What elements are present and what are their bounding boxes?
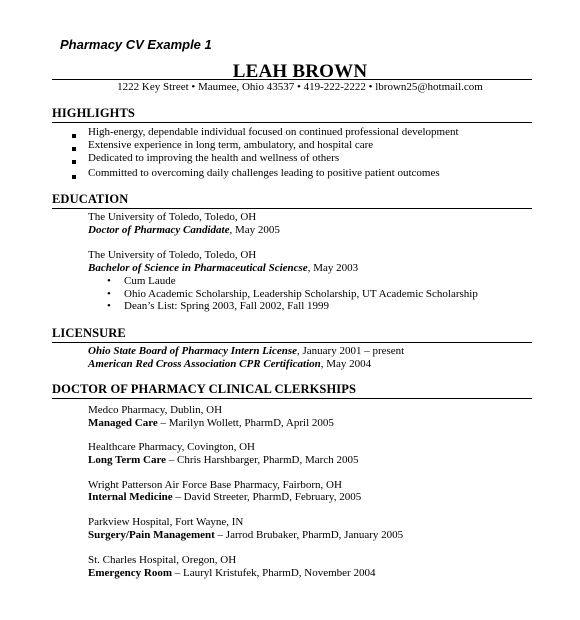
license-name: Ohio State Board of Pharmacy Intern License xyxy=(88,345,298,357)
clerkship-place: St. Charles Hospital, Oregon, OH xyxy=(88,554,237,566)
education-date: , May 2005 xyxy=(229,224,280,236)
honor-item: Cum Laude xyxy=(124,275,176,287)
bullet-square-icon xyxy=(72,143,76,153)
bullet-dot-icon: • xyxy=(107,275,111,287)
education-school: The University of Toledo, Toledo, OH xyxy=(88,249,257,261)
license-item xyxy=(88,358,371,370)
clerkship-place: Wright Patterson Air Force Base Pharmacy, Fairborn, OH xyxy=(88,479,342,491)
clerkship-line xyxy=(88,454,358,466)
education-degree-line xyxy=(88,262,358,274)
highlight-item: Extensive experience in long term, ambulatory, and hospital care xyxy=(88,139,374,151)
clerkship-detail: – Marilyn Wollett, PharmD, April 2005 xyxy=(157,417,334,429)
contact-line: 1222 Key Street • Maumee, Ohio 43537 • 419-222-2222 • lbrown25@hotmail.com xyxy=(117,81,483,93)
license-date: , May 2004 xyxy=(320,358,372,370)
clerkship-detail: – Chris Harshbarger, PharmD, March 2005 xyxy=(166,454,359,466)
education-degree-line xyxy=(88,224,280,236)
section-title-licensure: LICENSURE xyxy=(52,326,126,340)
education-school: The University of Toledo, Toledo, OH xyxy=(88,211,257,223)
license-date: , January 2001 – present xyxy=(297,345,405,357)
section-title-education: EDUCATION xyxy=(52,192,129,206)
honor-item: Ohio Academic Scholarship, Leadership Scholarship, UT Academic Scholarship xyxy=(124,288,478,300)
clerkship-place: Medco Pharmacy, Dublin, OH xyxy=(88,404,223,416)
section-rule xyxy=(52,342,532,343)
clerkship-place: Parkview Hospital, Fort Wayne, IN xyxy=(88,516,244,528)
clerkship-rotation: Managed Care xyxy=(88,417,158,429)
section-title-clerkships: DOCTOR OF PHARMACY CLINICAL CLERKSHIPS xyxy=(52,382,357,396)
clerkship-line xyxy=(88,491,361,503)
section-rule xyxy=(52,398,532,399)
clerkship-line xyxy=(88,529,403,541)
education-degree: Bachelor of Science in Pharmaceutical Sciencse xyxy=(88,262,308,274)
clerkship-detail: – David Streeter, PharmD, February, 2005 xyxy=(172,491,362,503)
clerkship-rotation: Long Term Care xyxy=(88,454,167,466)
clerkship-place: Healthcare Pharmacy, Covington, OH xyxy=(88,441,255,453)
bullet-square-icon xyxy=(72,156,76,166)
clerkship-rotation: Internal Medicine xyxy=(88,491,173,503)
section-rule xyxy=(52,208,532,209)
highlight-item: Committed to overcoming daily challenges leading to positive patient outcomes xyxy=(88,167,440,179)
example-title: Pharmacy CV Example 1 xyxy=(60,37,212,52)
header-rule xyxy=(52,79,532,80)
candidate-name: LEAH BROWN xyxy=(232,61,368,82)
clerkship-detail: – Lauryl Kristufek, PharmD, November 2004 xyxy=(172,567,376,579)
bullet-square-icon xyxy=(72,171,76,181)
license-item xyxy=(88,345,404,357)
education-date: , May 2003 xyxy=(307,262,359,274)
bullet-dot-icon: • xyxy=(107,288,111,300)
bullet-dot-icon: • xyxy=(107,300,111,312)
section-title-highlights: HIGHLIGHTS xyxy=(52,106,135,120)
clerkship-detail: – Jarrod Brubaker, PharmD, January 2005 xyxy=(214,529,404,541)
education-degree: Doctor of Pharmacy Candidate xyxy=(88,224,230,236)
clerkship-rotation: Surgery/Pain Management xyxy=(88,529,215,541)
highlight-item: High-energy, dependable individual focused on continued professional development xyxy=(88,126,459,138)
bullet-square-icon xyxy=(72,130,76,140)
clerkship-rotation: Emergency Room xyxy=(88,567,173,579)
clerkship-line xyxy=(88,417,334,429)
highlight-item: Dedicated to improving the health and wellness of others xyxy=(88,152,340,164)
license-name: American Red Cross Association CPR Certification xyxy=(88,358,321,370)
clerkship-line xyxy=(88,567,375,579)
honor-item: Dean’s List: Spring 2003, Fall 2002, Fall 1999 xyxy=(124,300,330,312)
section-rule xyxy=(52,122,532,123)
